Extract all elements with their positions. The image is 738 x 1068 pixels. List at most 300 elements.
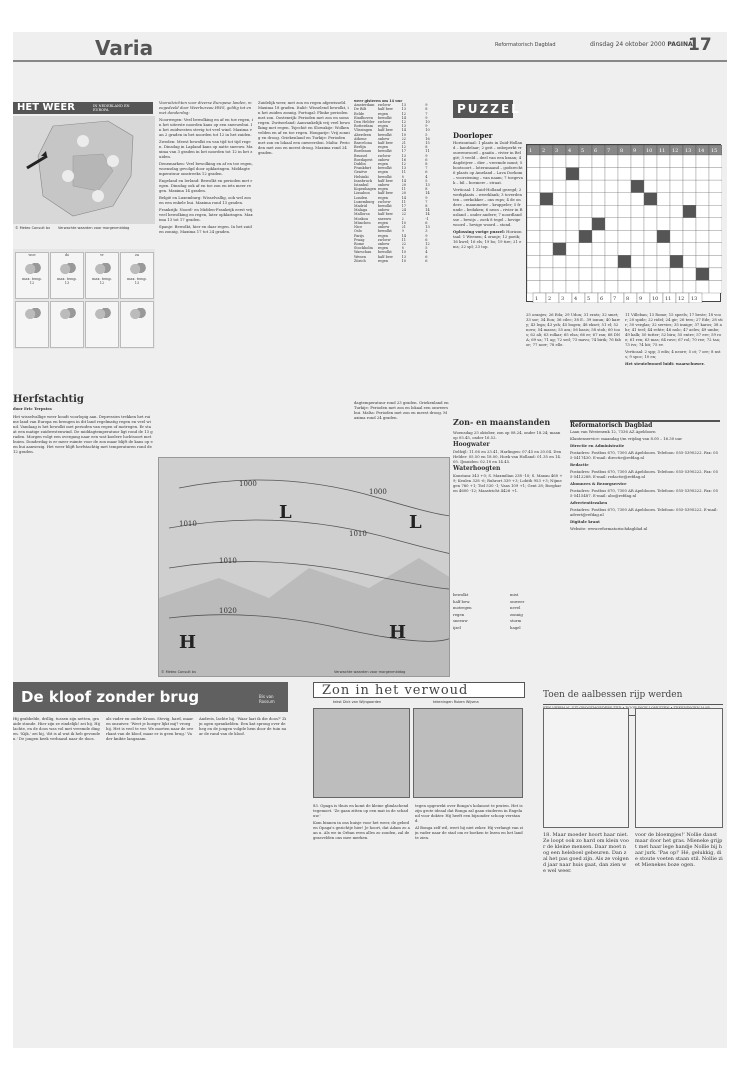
grid-cell[interactable]	[592, 193, 605, 206]
forecast-day	[50, 301, 84, 348]
story-col1: Hij grabbelde, drillig, tussen zijn netten, graaide stunde. Hier zijn ze eindelijk! zei hij. Hij lachte, en de doos was vol met vreemde dingen. 'Kijk,' zei hij, 'dit is al wat ik heb gevonden.' De jongen keek verbaasd naar de doos.	[13, 716, 101, 741]
grid-cell[interactable]	[683, 193, 696, 206]
svg-text:10: 10	[646, 148, 653, 154]
story-byline: Bis van Rossum	[259, 694, 275, 704]
grid-cell[interactable]	[683, 168, 696, 181]
grid-cell[interactable]	[527, 268, 540, 281]
grid-cell[interactable]	[670, 243, 683, 256]
grid-cell[interactable]	[631, 218, 644, 231]
comic-title: Zon in het verwoud	[322, 683, 469, 698]
table-row: Warschau bewolkt 10 4	[354, 250, 428, 255]
grid-cell[interactable]	[670, 280, 683, 293]
grid-cell[interactable]	[618, 168, 631, 181]
grid-cell[interactable]	[709, 205, 722, 218]
grid-cell[interactable]	[670, 218, 683, 231]
europe-map-svg	[159, 458, 450, 677]
weather-banner-title: HET WEER	[17, 102, 75, 113]
grid-cell[interactable]	[553, 168, 566, 181]
grid-cell[interactable]	[696, 193, 709, 206]
grid-cell[interactable]	[579, 280, 592, 293]
story-banner	[13, 682, 288, 712]
table-row: Eelde regen 12 7	[354, 111, 428, 116]
svg-text:6: 6	[594, 148, 598, 154]
grid-cell[interactable]	[683, 180, 696, 193]
serial-text-2: voor de bloempjes!' Nollie danst maar door het gras. Mieneke grijpt met haar lege handje Nollie bij haar jurk. 'Pas op!' Hé, gelukkig, die stoute voeten staan stil. Nollie ziet Mienekes boze ogen.	[635, 832, 723, 868]
grid-cell[interactable]	[540, 255, 553, 268]
grid-cell[interactable]	[709, 255, 722, 268]
grid-cell[interactable]	[540, 193, 553, 206]
grid-cell[interactable]	[631, 230, 644, 243]
grid-cell[interactable]	[631, 193, 644, 206]
grid-cell[interactable]	[644, 280, 657, 293]
grid-cell[interactable]	[605, 218, 618, 231]
table-row: Praag zw.bew 11 6	[354, 237, 428, 242]
grid-cell[interactable]	[527, 255, 540, 268]
grid-cell[interactable]	[540, 180, 553, 193]
grid-cell[interactable]	[566, 218, 579, 231]
grid-cell[interactable]	[683, 230, 696, 243]
forecast-day: woe max. temp. 12	[15, 252, 49, 299]
table-row: Parijs regen 14 9	[354, 233, 428, 238]
grid-cell[interactable]	[683, 218, 696, 231]
paper-name: Reformatorisch Dagblad	[495, 42, 556, 48]
grid-cell[interactable]	[683, 155, 696, 168]
grid-cell[interactable]	[527, 230, 540, 243]
grid-cell[interactable]	[605, 255, 618, 268]
story-col3: Andreis, lachte hij. 'Waar laat ik die doos?' Zijn ogen sprankelden. Een kat sprong over de heg en de jongen volgde hem door de tuin naar de rand van de kloof.	[199, 716, 287, 736]
grid-cell[interactable]	[683, 205, 696, 218]
table-footnote: dagtemperatuur rond 23 graden. Griekenland en Turkije: Perioden met zon en lokaal een onweersbui. Malta: Perioden met zon en meest droog. Maxima rond 24 graden.	[354, 400, 449, 420]
grid-cell[interactable]	[709, 243, 722, 256]
svg-text:4: 4	[568, 148, 572, 154]
table-row: Wenen half bew 13 6	[354, 254, 428, 259]
grid-cell[interactable]	[696, 255, 709, 268]
grid-cell[interactable]	[696, 168, 709, 181]
svg-text:2: 2	[542, 148, 546, 154]
grid-cell[interactable]	[696, 230, 709, 243]
table-row: Aberdeen bewolkt 10 5	[354, 132, 428, 137]
cloud-icon	[93, 308, 111, 320]
grid-cell[interactable]	[566, 180, 579, 193]
grid-cell[interactable]	[644, 180, 657, 193]
puzzle-solution-3: 11 Villeban; 13 Rome; 15 speels; 17 beste; 18 voor; 20 spide; 22 ridel; 24 gir; 26 tero; 27 Ede; 28 stir; 30 verglas; 32 servies; 35 innige; 37 karos; 38 ahr; 41 teel; 44 rehte; 46 nolo; 47 aeles; 49 umbe; 49 kalk; 50 tutter; 52 bira; 55 entre; 57 ere; 59 roe; 61 ren; 63 mas; 64 rave; 67 rol; 70 ree; 72 taa; 73 ivs; 74 hit; 75 ev. Verticaal: 2 spp; 3 edis; 4 neore; 5 ot; 7 ore; 8 nsts; 9 spoc; 10 en; Het steutelwoord luidt: waarschuwer.	[625, 312, 723, 366]
serial-text-1: 18. Maar moeder hoort haar niet. Ze loopt ook zo hard om klein voor de kleine mensen. Daar moet nog een heleboel gebeuren. Dan zal het pas goed zijn. Als ze volgend jaar naar huis gaat, dan zien we wel weer.	[543, 832, 629, 874]
grid-cell[interactable]	[657, 255, 670, 268]
table-row: Zürich regen 10 6	[354, 258, 428, 263]
grid-cell[interactable]	[566, 280, 579, 293]
grid-cell[interactable]	[670, 168, 683, 181]
table-row: Nice onbew 21 13	[354, 225, 430, 230]
grid-cell[interactable]	[696, 268, 709, 281]
table-row: Genève regen 11 6	[354, 170, 428, 175]
grid-cell[interactable]	[657, 218, 670, 231]
grid-cell[interactable]	[579, 230, 592, 243]
weather-banner-sub: IN NEDERLAND EN EUROPA	[93, 104, 130, 112]
puzzle-solution-2: 25 oranjes; 26 Eda; 29 Udon; 31 erats; 32 smet; 33 sor; 34 Eon; 36 cilec; 38 E.. 39 ionun; 40 karry; 43 lega; 43 ysh; 45 bogen; 48 ekset; 51 el; 52 novo; 54 maras; 55 ara; 56 basis; 58 stoh; 60 toos; 62 ali; 63 rolkar; 65 elsa; 66 er; 67 ran; 68 DNA; 69 sa; 71 ag; 72 sed; 73 mavu; 74 birik; 76 fabor; 77 norr; 78 elle.	[526, 312, 621, 347]
grid-cell[interactable]	[670, 180, 683, 193]
grid-cell[interactable]	[540, 280, 553, 293]
grid-cell[interactable]	[709, 193, 722, 206]
grid-cell[interactable]	[657, 193, 670, 206]
svg-text:7: 7	[613, 296, 617, 302]
grid-cell[interactable]	[631, 205, 644, 218]
cloud-icon	[58, 308, 76, 320]
grid-cell[interactable]	[670, 268, 683, 281]
grid-cell[interactable]	[566, 230, 579, 243]
grid-cell[interactable]	[553, 255, 566, 268]
weather-legend	[453, 592, 563, 676]
grid-cell[interactable]	[540, 155, 553, 168]
table-row: Lissabon half bew 20 14	[354, 191, 430, 196]
weather-col2: Vooruitzichten voor diverse Europese landen, meegedeeld door Weerbureau HWS, geldig tot en met donderdag: Noorwegen: Veel bewolking en af en toe regen, in het uiterste noorden kans op een sneeuwbui. In het zuidwesten stevig tot veel wind. Maxima van 2 graden in het noorden tot 12 in het zuiden. Zweden: Meest bewolkt en van tijd tot tijd regen. Dinsdag in Lapland kans op natte sneeuw. Maxima van 3 graden in het noorden tot 12 in het zuiden. Denemarken: Veel bewolking en af en toe regen, woensdag gevolgd door opklaringen. Middagtemperatuur omstreeks 12 graden. Engeland en Ierland: Bewolkt en perioden met regen. Dinsdag ook af en toe zon en iets meer regen. Maxima 14 graden. België en Luxemburg: Wisselvallig, ook wel zon en een enkele bui. Maxima rond 13 graden. Frankrijk: Noord- en Midden-Frankrijk eerst vrij veel bewolking en regen, later opklaringen. Maxima 13 tot 17 graden. Spanje: Bewolkt, hier en daar regen. In het zuiden zonnig. Maxima 17 tot 24 graden.	[159, 100, 253, 234]
forecast-day: vr max. temp. 12	[85, 252, 119, 299]
comic-text-2: tegen opgewekt over Bonga's kolanoot te praten. Het is zijn grote ideaal dat Bonga zal gaan studeren in Engeland voor dokter. Hij heeft een bijzonder schoop verstand. Al Bonga zelf wil, weet hij niet zeker. Hij verlangt van zijn vader naar de stad om er boeken te lezen en het land te zien.	[415, 803, 523, 840]
colofon-text: Laan van Westenenk 12, 7336 AZ Apeldoorn Klantenservice: maandag t/m vrijdag van 8.00 – 16.30 uur Directie en Administratie Postadres: Postbus 670, 7300 AR Apeldoorn. Telefoon: 055-5390222. Fax: 055-5417430. E-mail: directie@refdag.nl Redactie Postadres: Postbus 670, 7300 AR Apeldoorn. Telefoon: 055-5390222. Fax: 055-5412288. E-mail: redactie@refdag.nl Abonnees & Bezorgservice Postadres: Postbus 670, 7300 AR Apeldoorn. Telefoon: 055-5390222. Fax: 055-5415487. E-mail: abo@refdag.nl Advertentiezaken Postadres: Postbus 670, 7300 AR Apeldoorn. Telefoon: 055-5390222. E-mail: advert@refdag.nl Digitale krant Website: www.reformatorischdagblad.nl	[570, 429, 719, 531]
grid-cell[interactable]	[670, 205, 683, 218]
grid-cell[interactable]	[553, 280, 566, 293]
cloud-icon	[128, 308, 146, 320]
grid-cell[interactable]	[644, 230, 657, 243]
grid-cell[interactable]	[657, 243, 670, 256]
svg-text:7: 7	[607, 148, 611, 154]
netherlands-map	[13, 116, 155, 224]
grid-cell[interactable]	[540, 230, 553, 243]
grid-cell[interactable]	[683, 243, 696, 256]
grid-cell[interactable]	[696, 243, 709, 256]
table-row: Mallorca half bew 22 14	[354, 212, 430, 217]
legend-item: hagel	[510, 624, 521, 630]
cloud-icon	[23, 263, 41, 275]
svg-text:8: 8	[626, 296, 630, 302]
grid-cell[interactable]	[527, 243, 540, 256]
comic-banner	[313, 682, 525, 698]
grid-cell[interactable]	[631, 268, 644, 281]
europe-weather-map	[158, 457, 450, 677]
grid-cell[interactable]	[644, 243, 657, 256]
grid-cell[interactable]	[696, 180, 709, 193]
grid-cell[interactable]	[605, 280, 618, 293]
grid-cell[interactable]	[618, 193, 631, 206]
grid-cell[interactable]	[592, 268, 605, 281]
grid-cell[interactable]	[527, 280, 540, 293]
grid-cell[interactable]	[683, 255, 696, 268]
grid-cell[interactable]	[644, 255, 657, 268]
table-row: Luxemburg zw.bew 11 7	[354, 199, 428, 204]
grid-cell[interactable]	[566, 205, 579, 218]
table-row: Athene onbew 22 16	[354, 136, 430, 141]
grid-cell[interactable]	[540, 205, 553, 218]
table-row: Boedapest onbew 16 6	[354, 157, 428, 162]
table-row: Londen regen 14 9	[354, 195, 428, 200]
page-number: 17	[688, 35, 712, 55]
grid-cell[interactable]	[579, 205, 592, 218]
legend-item: sneeuw	[453, 618, 468, 623]
grid-cell[interactable]	[579, 243, 592, 256]
table-row: Helsinki bewolkt 8 4	[354, 174, 428, 179]
zon-maan-title: Zon- en maanstanden	[453, 417, 551, 427]
grid-cell[interactable]	[553, 243, 566, 256]
grid-cell[interactable]	[618, 205, 631, 218]
table-row: Amsterdam zw.bew 13 9	[354, 103, 428, 108]
grid-cell[interactable]	[605, 155, 618, 168]
grid-cell[interactable]	[696, 218, 709, 231]
grid-cell[interactable]	[618, 218, 631, 231]
grid-cell[interactable]	[709, 280, 722, 293]
svg-text:1000: 1000	[239, 480, 257, 488]
story-title: De kloof zonder brug	[21, 688, 200, 706]
table-caption: weer gisteren om 14 uur	[354, 99, 403, 103]
colofon-title: Reformatorisch Dagblad	[570, 422, 653, 429]
grid-cell[interactable]	[566, 193, 579, 206]
table-row: Kopenhagen regen 11 8	[354, 187, 428, 192]
grid-cell[interactable]	[605, 243, 618, 256]
grid-cell[interactable]	[696, 155, 709, 168]
cloud-icon	[58, 263, 76, 275]
svg-text:1: 1	[535, 296, 539, 302]
comic-byline-2: tekeningen Ruben Wijsma	[433, 700, 479, 704]
comic-illustration	[413, 708, 523, 798]
table-row: Moskou sneeuw 2 -1	[354, 216, 429, 221]
grid-cell[interactable]	[592, 255, 605, 268]
grid-cell[interactable]	[657, 168, 670, 181]
forecast-day	[120, 301, 154, 348]
table-row: Berlijn regen 12 8	[354, 145, 428, 150]
grid-cell[interactable]	[709, 268, 722, 281]
grid-cell[interactable]	[657, 155, 670, 168]
puzzle-clues: Horizontaal: 1 plaats in Zuid-Holland – kandelaar; 2 geit – onbeperkt vrouwenwoord – gaaiïn – rivier in België; 3 veeld – deel van een kraan; 4 dagdrijver – dier – vreemde munt; 5 bootsoort – loterunaand – godsrecht 6 plaats op Ameland – Lava Dorkom – voorziening – van naam; 7 toegevak – bil – boemerr – straat. Verticaal: 1 Zuid-Holland gezegd; 2 werkplaats – weerklank; 3 toverdenten – oerkokker – ons rups; 4 de ondere – maanmeter – kruppeler; 5 frunde – bedaken; 6 neon – rivier in Rusland – onder andere; 7 noordlandsse – bewijs – zoek 8 tegel – hevige woord – hevige woord – stond. Oplossing vorige puzzel: Horizontaal: 1 Weenen; 4 oranje; 12 poeik; 16 kwel; 16 els; 19 bo; 19 tire; 21 ems; 22 spl; 23 top.	[453, 140, 523, 249]
svg-text:5: 5	[581, 148, 585, 154]
svg-text:9: 9	[639, 296, 643, 302]
table-row: Eindhoven bewolkt 14 9	[354, 115, 428, 120]
table-row: Den Helder zw.bew 12 10	[354, 120, 430, 125]
grid-cell[interactable]	[618, 268, 631, 281]
svg-text:1010: 1010	[179, 520, 197, 528]
legend-item: ijzel	[453, 624, 461, 630]
grid-cell[interactable]	[579, 180, 592, 193]
grid-cell[interactable]	[527, 193, 540, 206]
grid-cell[interactable]	[553, 218, 566, 231]
grid-cell[interactable]	[657, 268, 670, 281]
grid-cell[interactable]	[540, 243, 553, 256]
grid-cell[interactable]	[709, 180, 722, 193]
grid-cell[interactable]	[592, 230, 605, 243]
grid-cell[interactable]	[605, 230, 618, 243]
table-row: Istanbul onbew 20 13	[354, 183, 430, 188]
grid-cell[interactable]	[553, 205, 566, 218]
grid-cell[interactable]	[709, 218, 722, 231]
grid-cell[interactable]	[631, 180, 644, 193]
svg-text:3: 3	[555, 148, 559, 154]
grid-cell[interactable]	[605, 268, 618, 281]
grid-cell[interactable]	[618, 155, 631, 168]
newspaper-page	[13, 32, 727, 1048]
grid-cell[interactable]	[553, 193, 566, 206]
bigmap-caption-left: © Meteo Consult bv	[161, 670, 197, 674]
grid-cell[interactable]	[605, 205, 618, 218]
cloud-icon	[23, 308, 41, 320]
legend-item: bewolkt	[453, 592, 469, 597]
grid-cell[interactable]	[553, 230, 566, 243]
table-row: München regen 10 6	[354, 220, 428, 225]
grid-cell[interactable]	[631, 168, 644, 181]
grid-cell[interactable]	[566, 155, 579, 168]
grid-cell[interactable]	[540, 268, 553, 281]
table-row: Innsbruck half bew 14 5	[354, 178, 428, 183]
table-row: Stockholm regen 8 5	[354, 246, 428, 251]
comic-byline-1: tekst Dick van Wijngaarden	[333, 700, 382, 704]
grid-cell[interactable]	[696, 280, 709, 293]
grid-cell[interactable]	[618, 180, 631, 193]
grid-cell[interactable]	[644, 155, 657, 168]
grid-cell[interactable]	[592, 168, 605, 181]
forecast-grid	[13, 249, 155, 349]
svg-text:L: L	[279, 502, 292, 523]
table-row: Barcelona half bew 21 15	[354, 141, 430, 146]
grid-cell[interactable]	[605, 168, 618, 181]
grid-cell[interactable]	[592, 205, 605, 218]
grid-cell[interactable]	[644, 168, 657, 181]
grid-cell[interactable]	[540, 168, 553, 181]
grid-cell[interactable]	[618, 255, 631, 268]
legend-item: half bew.	[453, 598, 471, 604]
forecast-day: za max. temp. 13	[120, 252, 154, 299]
story-col2: als vader en ouder Kroon. Stevig, hard, maar en onzuiver. 'Weet je hoeger lijkt mij? vroeg hij. Het is veel te ver. We moeten naar de overkant van de kloof, maar er is geen brug.' Vader knikte langzaam.	[106, 716, 194, 741]
grid-cell[interactable]	[631, 280, 644, 293]
grid-cell[interactable]	[553, 180, 566, 193]
grid-cell[interactable]	[657, 230, 670, 243]
svg-text:8: 8	[620, 148, 624, 154]
grid-cell[interactable]	[566, 255, 579, 268]
svg-text:1000: 1000	[369, 488, 387, 496]
grid-cell[interactable]	[631, 243, 644, 256]
grid-cell[interactable]	[553, 268, 566, 281]
grid-cell[interactable]	[540, 218, 553, 231]
grid-cell[interactable]	[592, 155, 605, 168]
svg-text:1: 1	[529, 148, 533, 154]
bigmap-caption-right: Verwachte waarden voor morgenmiddag	[334, 670, 406, 674]
svg-text:6: 6	[600, 296, 604, 302]
grid-cell[interactable]	[527, 168, 540, 181]
grid-cell[interactable]	[527, 180, 540, 193]
grid-cell[interactable]	[709, 155, 722, 168]
comic-text-1: 83. Opaga is thuis en komt de kleine glimlachend tegemoet. 'Ze gaan zitten op een mat in de schaduw.' Kom binnen in ons huisje voor het weer, de gebed en Opaga's gezichtje hier! Je hoort, dat Adam zo aan u. Als we in Orban even alles zo zouden, zal de grasvelden ons mee merken.	[313, 803, 410, 840]
svg-text:13: 13	[685, 148, 692, 154]
grid-cell[interactable]	[579, 155, 592, 168]
grid-cell[interactable]	[579, 255, 592, 268]
grid-cell[interactable]	[618, 280, 631, 293]
grid-cell[interactable]	[670, 155, 683, 168]
grid-cell[interactable]	[579, 193, 592, 206]
grid-cell[interactable]	[566, 168, 579, 181]
grid-cell[interactable]	[644, 268, 657, 281]
grid-cell[interactable]	[618, 243, 631, 256]
grid-cell[interactable]	[605, 180, 618, 193]
svg-text:14: 14	[698, 148, 705, 154]
weather-headline: Herfstachtig	[13, 394, 84, 405]
legend-item: storm	[510, 618, 522, 623]
legend-item: onweer	[510, 598, 525, 604]
grid-cell[interactable]	[683, 268, 696, 281]
table-row: Oslo bewolkt 9 3	[354, 229, 428, 234]
forecast-day: do max. temp. 13	[50, 252, 84, 299]
grid-cell[interactable]	[670, 193, 683, 206]
comic-illustration	[313, 708, 410, 798]
grid-cell[interactable]	[683, 280, 696, 293]
grid-cell[interactable]	[592, 180, 605, 193]
grid-cell[interactable]	[657, 280, 670, 293]
grid-cell[interactable]	[657, 205, 670, 218]
grid-cell[interactable]	[644, 205, 657, 218]
svg-text:1010: 1010	[349, 530, 367, 538]
crossword-svg	[527, 145, 722, 303]
svg-text:9: 9	[633, 148, 637, 154]
svg-text:11: 11	[659, 148, 666, 154]
grid-cell[interactable]	[553, 155, 566, 168]
zon-maan-text: Woensdag 25 oktober, zon op 08.24, onder 18.24; maan op 05.45, onder 16.52. Hoogwater Delfzijl: 11.06 en 23.41, Harlingen: 07.45 en 20.04. Den Helder: 05.50 en 18.00, Hoek van Holland: 01.35 en 14.05. IJmuiden: 02.18 en 14.45. Waterhoogten Konstanz 343 +0; S. Maxmilian 238 -10; S. Maxau 460 +9; Keulen 328 -6; Ruhrort 339 +3; Lobith 953 +3; Nijmegen 760 +1; Tiel 530 -1; Vaas 109 +1; Gent 28; Borgharen 4600 -12; Maastricht 4426 +1.	[453, 430, 563, 493]
grid-cell[interactable]	[670, 230, 683, 243]
svg-text:11: 11	[665, 296, 672, 302]
grid-cell[interactable]	[527, 155, 540, 168]
grid-cell[interactable]	[644, 193, 657, 206]
svg-text:H: H	[179, 632, 197, 653]
serial-illustration	[543, 708, 629, 828]
grid-cell[interactable]	[579, 218, 592, 231]
svg-text:2: 2	[548, 296, 552, 302]
weather-article: Het wisselvallige weer houdt voorlopig aan. Depressies trekken het ruime land van Europa en brengen in dit land regelmatig regen en veel wind. Vandaag is het bewolkt met perioden van regen of motregen. Er staat een matige zuidwestenwind. De middagtemperatuur ligt rond de 13 graden. Morgen volgt een overgang naar een wat koelere luchtsoort met buien. Donderdag is er meer ruimte voor de zon maar blijft de kans op een bui aanwezig. Het weer blijft herfstachtig met temperaturen rond de 12 graden.	[13, 414, 153, 454]
grid-cell[interactable]	[657, 180, 670, 193]
crossword-grid[interactable]	[526, 144, 721, 302]
grid-cell[interactable]	[670, 255, 683, 268]
grid-cell[interactable]	[566, 268, 579, 281]
grid-cell[interactable]	[592, 280, 605, 293]
grid-cell[interactable]	[579, 268, 592, 281]
svg-text:5: 5	[587, 296, 591, 302]
grid-cell[interactable]	[631, 255, 644, 268]
grid-cell[interactable]	[605, 193, 618, 206]
legend-item: regen	[453, 611, 465, 617]
grid-cell[interactable]	[592, 218, 605, 231]
table-row: Dublin regen 12 8	[354, 162, 428, 167]
section-title: Varia	[95, 36, 154, 60]
grid-cell[interactable]	[579, 168, 592, 181]
map-caption-left: © Meteo Consult bv	[15, 226, 51, 230]
grid-cell[interactable]	[527, 218, 540, 231]
grid-cell[interactable]	[592, 243, 605, 256]
grid-cell[interactable]	[709, 230, 722, 243]
grid-cell[interactable]	[527, 205, 540, 218]
grid-cell[interactable]	[709, 168, 722, 181]
serial-sub: DOOR	[543, 704, 723, 716]
table-body	[354, 103, 449, 263]
grid-cell[interactable]	[696, 205, 709, 218]
serial-title: Toen de aalbessen rijp werden	[543, 690, 683, 700]
svg-text:1010: 1010	[219, 557, 237, 565]
grid-cell[interactable]	[644, 218, 657, 231]
forecast-day	[15, 301, 49, 348]
svg-text:13: 13	[691, 296, 698, 302]
svg-text:L: L	[409, 512, 422, 533]
cloud-icon	[128, 263, 146, 275]
table-row: Brussel zw.bew 13 9	[354, 153, 428, 158]
table-row: Malaga onbew 24 14	[354, 208, 430, 213]
map-svg	[13, 116, 155, 224]
grid-cell[interactable]	[566, 243, 579, 256]
puzzle-subtitle: Doorloper	[453, 131, 493, 140]
weather-banner	[13, 102, 153, 114]
page-header	[13, 32, 727, 62]
grid-cell[interactable]	[618, 230, 631, 243]
grid-cell[interactable]	[631, 155, 644, 168]
